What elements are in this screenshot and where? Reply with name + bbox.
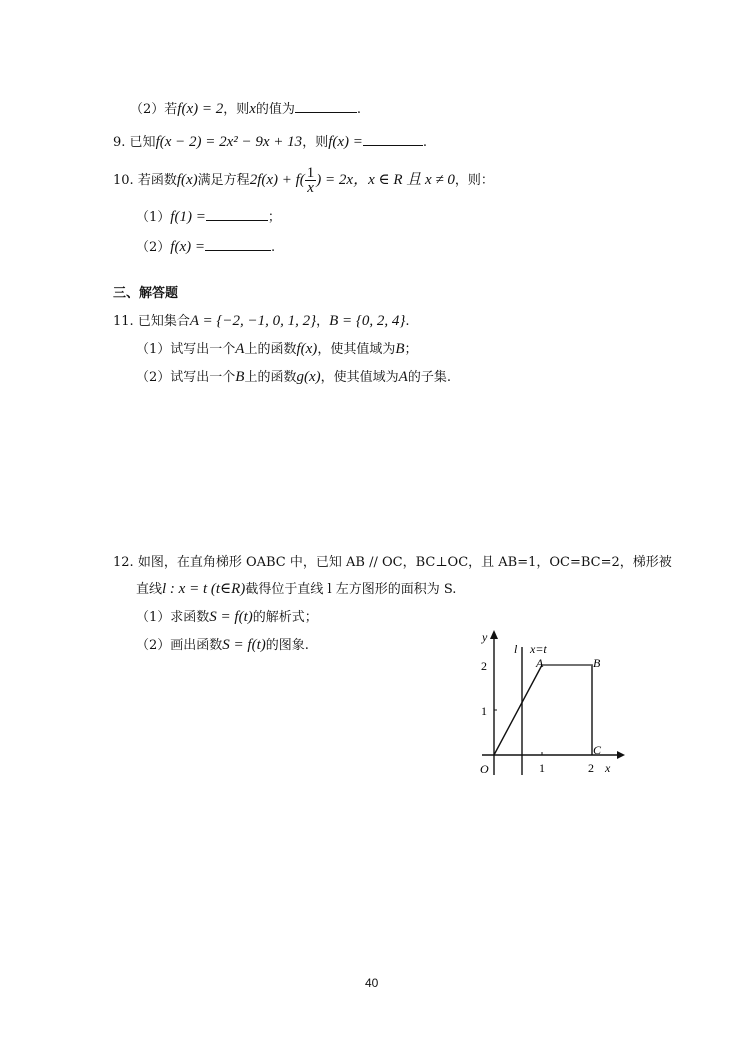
- tick-x2-label: 2: [588, 761, 594, 775]
- question-9: 9. 已知f(x − 2) = 2x² − 9x + 13，则f(x) = .: [113, 134, 428, 150]
- trapezoid-figure: [460, 625, 630, 785]
- point-b-label: B: [593, 656, 601, 670]
- question-10: 10. 若函数f(x)满足方程2f(x) + f( $\frac{1}{x}$ ) = 2x，x ∈ R 且 x ≠ 0，则：: [113, 165, 494, 196]
- q8-part2: （2）若f(x) = 2，则x的值为 .: [130, 101, 362, 117]
- question-12-part2: （2）画出函数S = f(t)的图象.: [136, 637, 309, 653]
- question-12: 12. 如图，在直角梯形 OABC 中，已知 AB // OC，BC⊥OC，且 AB=1，OC=BC=2，梯形被: [113, 555, 672, 570]
- trapezoid-edges: [494, 665, 592, 755]
- point-a-label: A: [536, 656, 544, 670]
- question-10-part1: （1）f(1) = ；: [136, 209, 281, 225]
- fraction: $\frac{1}{x}$: [306, 165, 315, 196]
- question-11-part1: （1）试写出一个A上的函数f(x)，使其值域为B；: [136, 341, 418, 357]
- section-title: 三、解答题: [113, 286, 179, 301]
- y-axis-label: y: [482, 630, 488, 644]
- line-l-label: l: [514, 642, 518, 656]
- tick-y1-label: 1: [481, 704, 487, 718]
- answer-blank[interactable]: [206, 208, 268, 221]
- y-axis-arrow: [490, 630, 498, 639]
- tick-y2-label: 2: [481, 659, 487, 673]
- point-c-label: C: [593, 743, 602, 757]
- x-axis-arrow: [617, 751, 625, 759]
- page-number: 40: [365, 976, 379, 990]
- question-12-part1: （1）求函数S = f(t)的解析式；: [136, 609, 318, 625]
- question-11: 11. 已知集合A = {−2, −1, 0, 1, 2}，B = {0, 2, 4}.: [113, 313, 410, 329]
- origin-label: O: [480, 762, 489, 776]
- tick-x1-label: 1: [539, 761, 545, 775]
- question-11-part2: （2）试写出一个B上的函数g(x)，使其值域为A的子集.: [136, 369, 451, 385]
- x-axis-label: x: [605, 761, 611, 775]
- line-eq-label: x=t: [530, 642, 547, 656]
- question-10-part2: （2）f(x) = .: [136, 239, 276, 255]
- answer-blank[interactable]: [295, 100, 357, 113]
- question-12-line2: 直线l : x = t (t∈R)截得位于直线 l 左方图形的面积为 S.: [136, 581, 457, 597]
- answer-blank[interactable]: [205, 238, 271, 251]
- answer-blank[interactable]: [363, 133, 423, 146]
